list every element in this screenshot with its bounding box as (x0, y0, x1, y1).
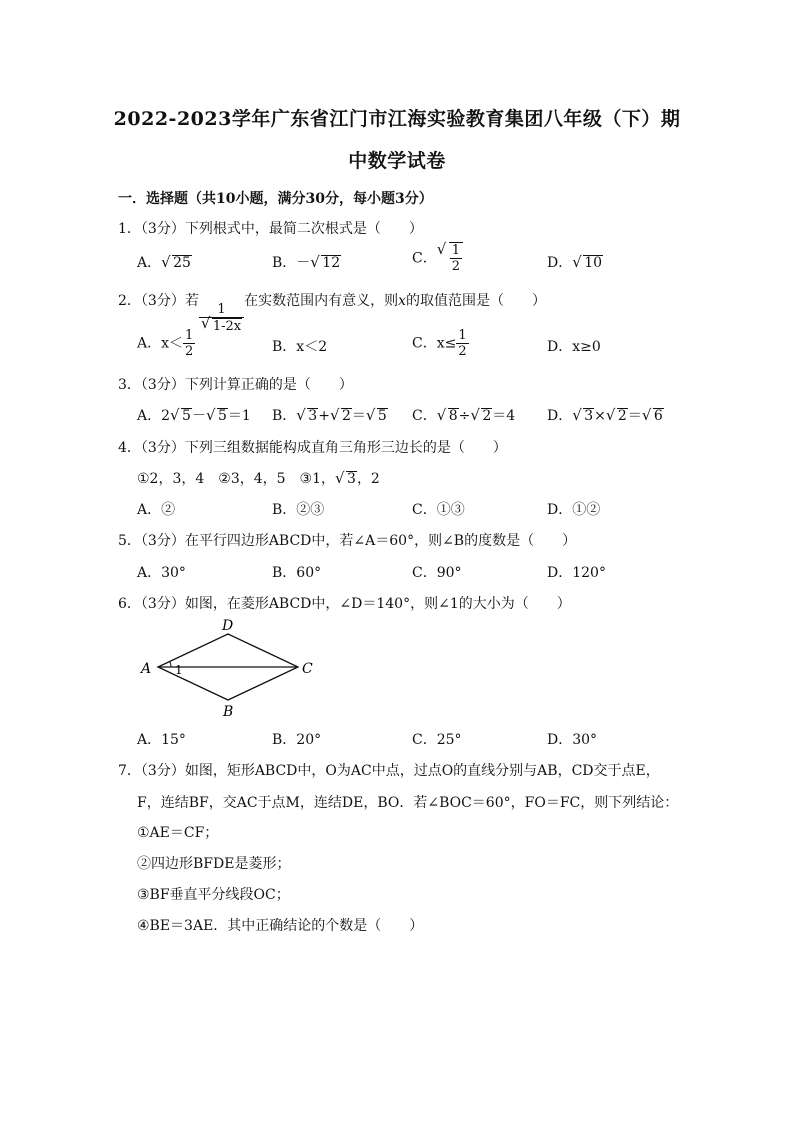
vertex-label-b: B (223, 704, 234, 720)
question-2-stem: 2．（3分）若 1 √ 1-2x 在实数范围内有意义，则x的取值范围是（ ） (118, 290, 546, 334)
q4-groups: ①2，3，4 ②3，4，5 ③1，√ 3，2 (137, 468, 380, 488)
q7-conclusion-2: ②四边形BFDE是菱形； (137, 856, 291, 872)
q6-option-d: D．30° (547, 732, 598, 748)
q4-option-b: B．②③ (272, 502, 325, 518)
q6-option-b: B．20° (272, 732, 322, 748)
question-7-line1: 7．（3分）如图，矩形ABCD中，O为AC中点，过点O的直线分别与AB，CD交于点E， (118, 763, 660, 779)
q1-option-b: B．－√ 12 (272, 252, 341, 272)
q7-conclusion-3: ③BF垂直平分线段OC； (137, 887, 290, 903)
question-1-stem: 1．（3分）下列根式中，最简二次根式是（ ） (118, 221, 423, 237)
vertex-label-c: C (302, 661, 313, 677)
vertex-label-a: A (141, 661, 152, 677)
section-heading: 一．选择题（共10小题，满分30分，每小题3分） (118, 191, 433, 207)
question-4-stem: 4．（3分）下列三组数据能构成直角三角形三边长的是（ ） (118, 440, 507, 456)
page-title-line2: 中数学试卷 (348, 150, 446, 172)
q2-option-c: C．x≤ $\frac{1}{2}$ (412, 328, 467, 359)
q6-option-c: C．25° (412, 732, 462, 748)
q2-option-b: B．x＜2 (272, 339, 328, 355)
q4-option-d: D．①② (547, 502, 601, 518)
rhombus-figure (135, 615, 325, 725)
q4-option-a: A．② (137, 502, 176, 518)
question-3-stem: 3．（3分）下列计算正确的是（ ） (118, 377, 353, 393)
q5-option-a: A．30° (137, 565, 186, 581)
question-7-line2: F，连结BF，交AC于点M，连结DE，BO．若∠BOC＝60°，FO＝FC，则下列结论： (137, 795, 679, 811)
q7-conclusion-1: ①AE＝CF； (137, 825, 219, 841)
q5-option-b: B．60° (272, 565, 322, 581)
q4-option-c: C．①③ (412, 502, 465, 518)
q3-option-b: B．√ 3+√ 2＝√ 5 (272, 405, 388, 425)
q2-option-d: D．x≥0 (547, 339, 601, 355)
question-6-stem: 6．（3分）如图，在菱形ABCD中，∠D＝140°，则∠1的大小为（ ） (118, 596, 571, 612)
q1-option-a: A．√ 25 (137, 252, 192, 272)
q1-option-d: D．√ 10 (547, 252, 603, 272)
q5-option-d: D．120° (547, 565, 606, 581)
q6-option-a: A．15° (137, 732, 186, 748)
angle-arc (170, 662, 171, 667)
angle-label-1: 1 (175, 663, 183, 677)
q3-option-d: D．√ 3×√ 2＝√ 6 (547, 405, 664, 425)
q3-option-c: C．√ 8÷√ 2＝4 (412, 405, 515, 425)
q7-conclusion-4: ④BE＝3AE．其中正确结论的个数是（ ） (137, 918, 424, 934)
question-5-stem: 5．（3分）在平行四边形ABCD中，若∠A＝60°，则∠B的度数是（ ） (118, 533, 577, 549)
page-title-line1: 2022-2023学年广东省江门市江海实验教育集团八年级（下）期 (113, 108, 681, 130)
vertex-label-d: D (222, 618, 234, 634)
q1-option-c: C． √ $\frac{1}{2}$ (412, 242, 463, 274)
q3-option-a: A．2√ 5－√ 5＝1 (137, 405, 251, 425)
q5-option-c: C．90° (412, 565, 462, 581)
q2-option-a: A．x＜ $\frac{1}{2}$ (137, 328, 194, 359)
